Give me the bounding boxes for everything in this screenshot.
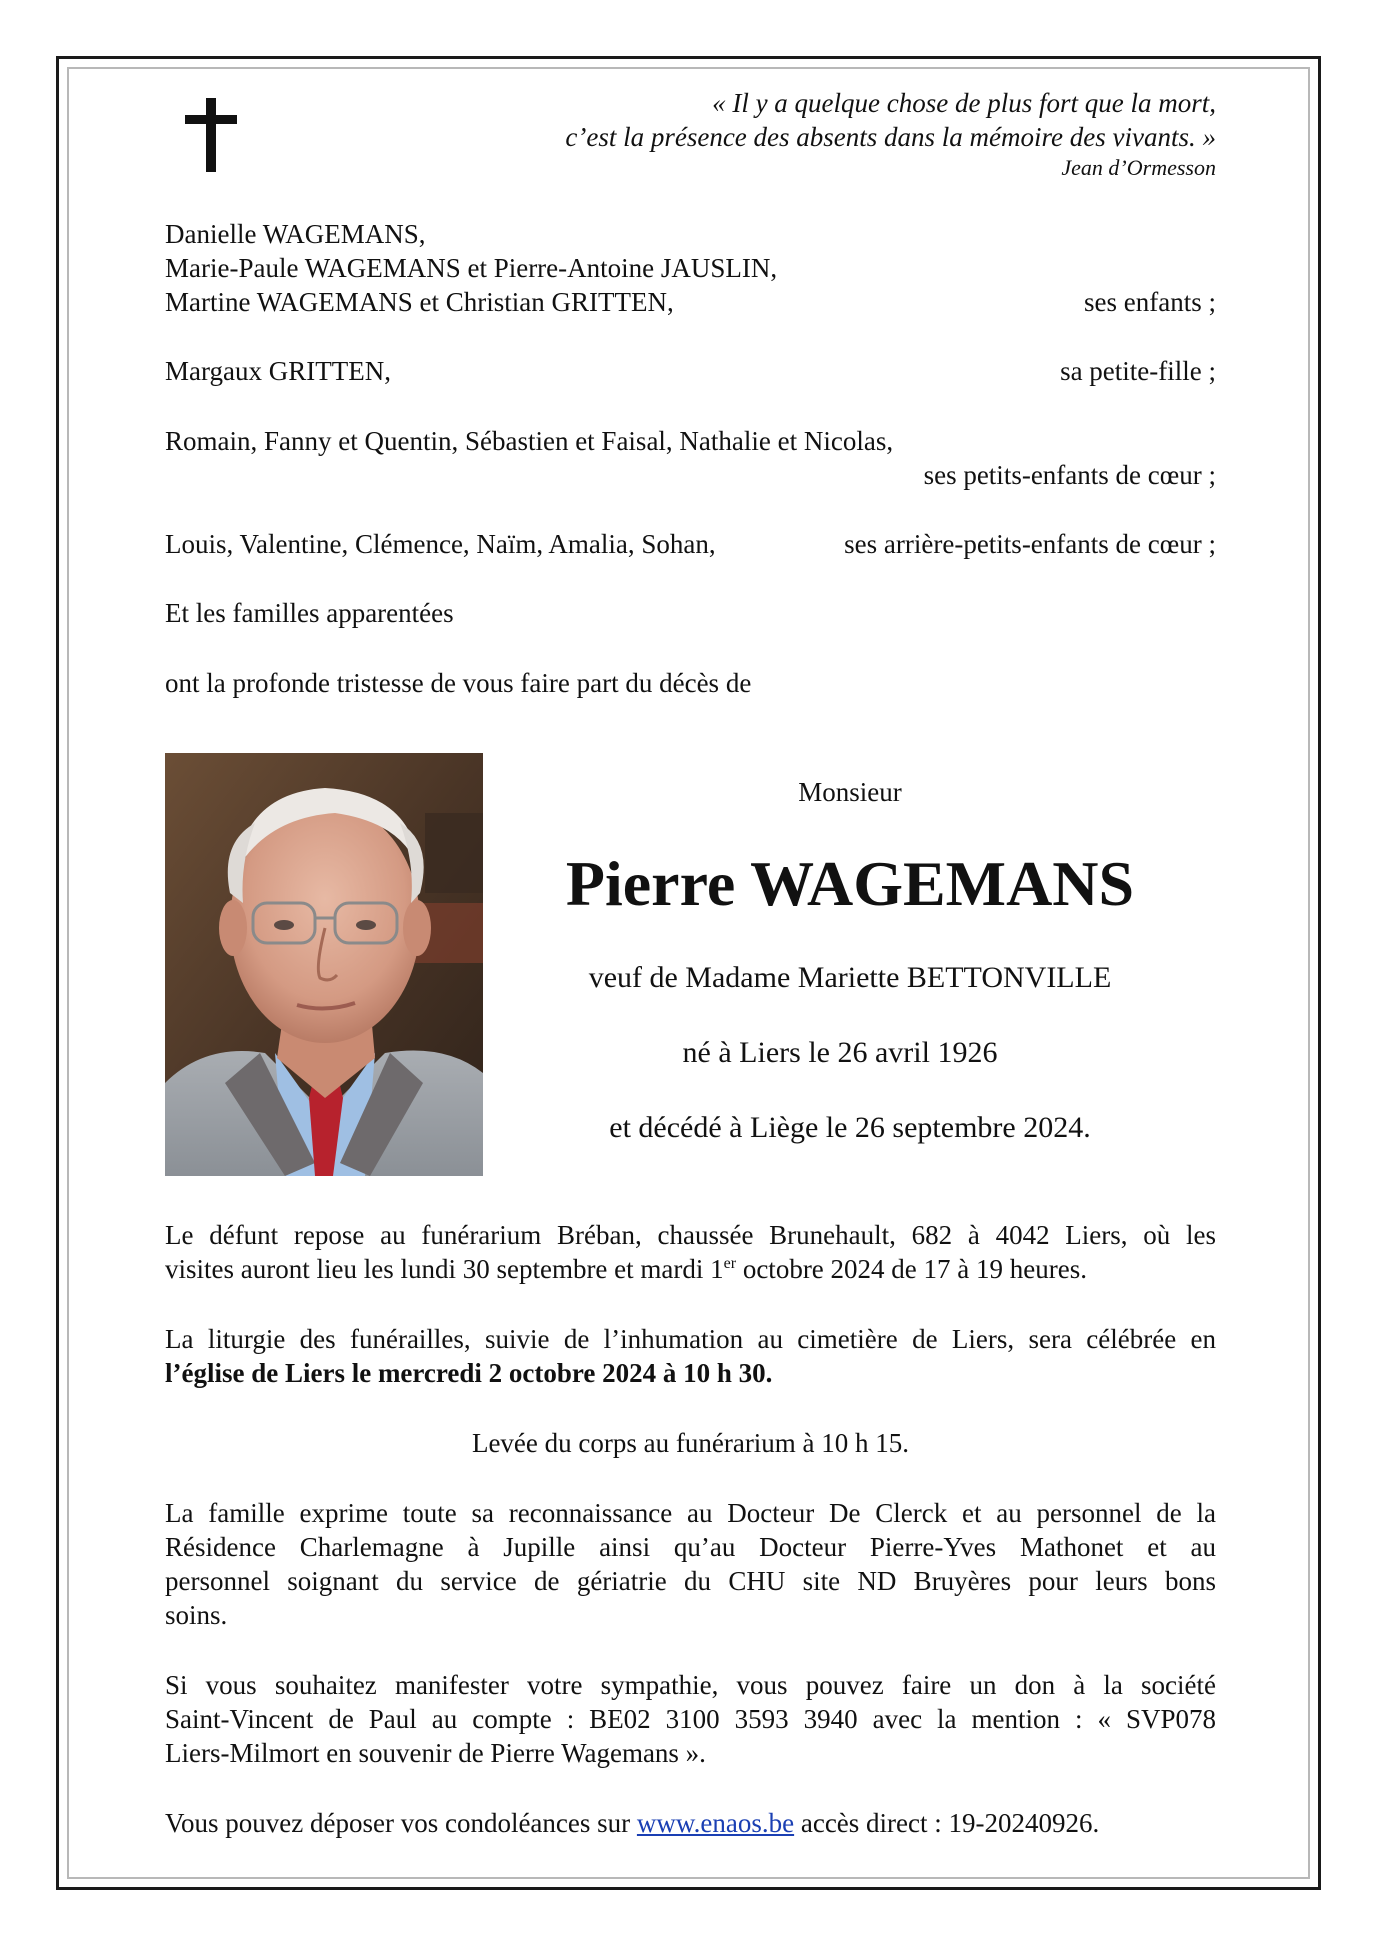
grandchildren-role: ses petits-enfants de cœur ;	[923, 460, 1216, 490]
death-line: et décédé à Liège le 26 septembre 2024.	[609, 1111, 1091, 1144]
visitation-text-b: octobre 2024 de 17 à 19 heures.	[736, 1254, 1087, 1284]
quote-line-2: c’est la présence des absents dans la mémoire des vivants. »	[565, 122, 1216, 152]
donation-line-3: Liers-Milmort en souvenir de Pierre Wagemans ».	[165, 1738, 706, 1768]
liturgy-line-1: La liturgie des funérailles, suivie de l’inhumation au cimetière de Liers, sera célébrée en	[165, 1324, 1216, 1354]
granddaughter-line	[165, 354, 1216, 388]
epigraph-quote	[565, 86, 1216, 154]
great-grandchildren: Louis, Valentine, Clémence, Naïm, Amalia, Sohan,	[165, 529, 716, 559]
levee-line: Levée du corps au funérarium à 10 h 15.	[471, 1428, 910, 1458]
granddaughter: Margaux GRITTEN,	[165, 356, 391, 386]
family-line-3	[165, 285, 1216, 319]
grandchildren-line	[165, 424, 1216, 458]
donation-line-2: Saint-Vincent de Paul au compte : BE02 3100 3593 3940 avec la mention : « SVP078	[165, 1704, 1216, 1734]
visitation-text-a: visites auront lieu les lundi 30 septembre et mardi 1	[165, 1254, 724, 1284]
salutation: Monsieur	[798, 777, 902, 807]
announcement-line	[165, 666, 1216, 700]
liturgy-date: l’église de Liers le mercredi 2 octobre 2024 à 10 h 30.	[165, 1358, 773, 1388]
liturgy-paragraph	[165, 1322, 1216, 1390]
visitation-superscript: er	[723, 1255, 737, 1272]
visitation-line-1: Le défunt repose au funérarium Bréban, chaussée Brunehault, 682 à 4042 Liers, où les	[165, 1220, 1216, 1250]
quote-line-1: « Il y a quelque chose de plus fort que la mort,	[712, 88, 1216, 118]
child-3: Martine WAGEMANS et Christian GRITTEN,	[165, 287, 674, 317]
grandchildren-role-line	[165, 458, 1216, 492]
children-role: ses enfants ;	[1084, 287, 1216, 317]
family-line-1	[165, 217, 1216, 251]
thanks-paragraph	[165, 1496, 1216, 1632]
great-grandchildren-line	[165, 527, 1216, 561]
condolences-suffix: accès direct : 19-20240926.	[794, 1808, 1100, 1838]
widower-line: veuf de Madame Mariette BETTONVILLE	[588, 961, 1112, 994]
family-line-2	[165, 251, 1216, 285]
condolences-link[interactable]: www.enaos.be	[636, 1808, 795, 1838]
cross-icon	[185, 98, 237, 172]
granddaughter-role: sa petite-fille ;	[1060, 356, 1216, 386]
visitation-line-2	[165, 1252, 1216, 1286]
condolences-prefix: Vous pouvez déposer vos condoléances sur	[165, 1808, 637, 1838]
condolences-line	[165, 1806, 1099, 1840]
grandchildren: Romain, Fanny et Quentin, Sébastien et Faisal, Nathalie et Nicolas,	[165, 426, 894, 456]
thanks-line-3: personnel soignant du service de gériatrie du CHU site ND Bruyères pour leurs bons	[165, 1566, 1216, 1596]
deceased-name: Pierre WAGEMANS	[565, 848, 1135, 919]
related-families: Et les familles apparentées	[165, 598, 454, 628]
thanks-line-4: soins.	[165, 1600, 228, 1630]
thanks-line-2: Résidence Charlemagne à Jupille ainsi qu’au Docteur Pierre-Yves Mathonet et au	[165, 1532, 1216, 1562]
child-2: Marie-Paule WAGEMANS et Pierre-Antoine JAUSLIN,	[165, 253, 778, 283]
thanks-line-1: La famille exprime toute sa reconnaissance au Docteur De Clerck et au personnel de la	[165, 1498, 1216, 1528]
birth-line: né à Liers le 26 avril 1926	[682, 1036, 998, 1069]
donation-line-1: Si vous souhaitez manifester votre sympathie, vous pouvez faire un don à la société	[165, 1670, 1216, 1700]
announcement: ont la profonde tristesse de vous faire part du décès de	[165, 668, 752, 698]
related-families-line	[165, 596, 1216, 630]
donation-paragraph	[165, 1668, 1216, 1770]
child-1: Danielle WAGEMANS,	[165, 219, 426, 249]
great-grandchildren-role: ses arrière-petits-enfants de cœur ;	[844, 529, 1216, 559]
quote-author: Jean d’Ormesson	[1061, 155, 1216, 180]
visitation-paragraph	[165, 1218, 1216, 1286]
portrait-photo	[165, 753, 483, 1176]
liturgy-line-2	[165, 1356, 1216, 1390]
